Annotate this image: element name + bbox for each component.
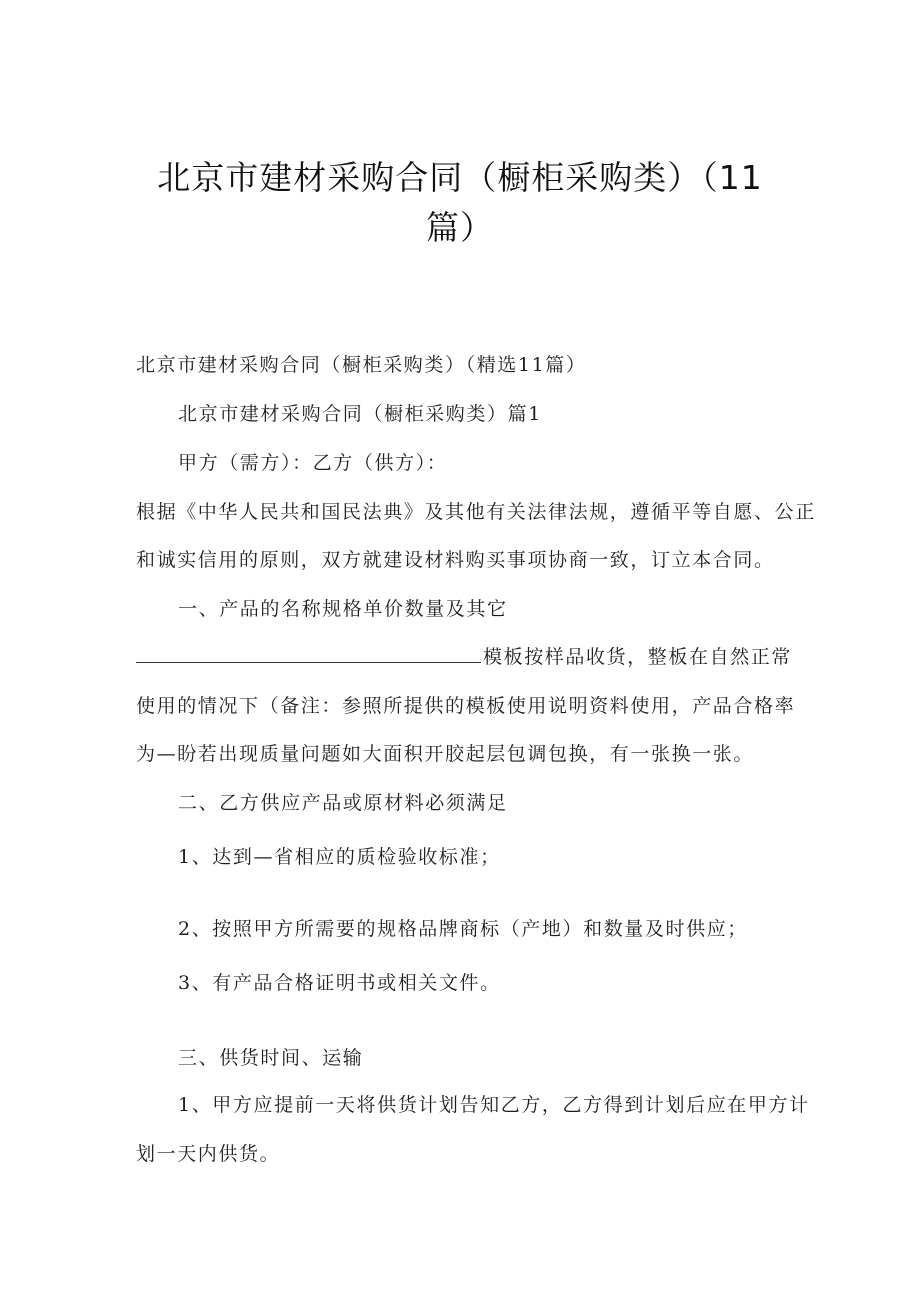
section-1-line-3: 为—盼若出现质量问题如大面积开胶起层包调包换，有一张换一张。	[136, 743, 755, 765]
fill-in-blank	[136, 644, 481, 663]
section-3-item-1-line-2: 划一天内供货。	[136, 1143, 281, 1165]
section-1-line-1	[136, 642, 792, 669]
intro-paragraph-line-2: 和诚实信用的原则，双方就建设材料购买事项协商一致，订立本合同。	[136, 549, 775, 571]
section-2-item-2: 2、按照甲方所需要的规格品牌商标（产地）和数量及时供应；	[178, 918, 748, 940]
section-2-heading: 二、乙方供应产品或原材料必须满足	[178, 792, 508, 814]
parties-line: 甲方（需方）：乙方（供方）：	[178, 452, 448, 474]
section-2-item-3: 3、有产品合格证明书或相关文件。	[178, 972, 501, 994]
intro-paragraph-line-1: 根据《中华人民共和国民法典》及其他有关法律法规，遵循平等自愿、公正	[136, 501, 816, 523]
document-title-line-2: 篇）	[426, 208, 494, 247]
document-subtitle: 北京市建材采购合同（橱柜采购类）（精选11篇）	[136, 354, 587, 376]
section-3-heading: 三、供货时间、运输	[178, 1047, 364, 1069]
section-2-item-1: 1、达到—省相应的质检验收标准；	[178, 846, 501, 868]
article-heading: 北京市建材采购合同（橱柜采购类）篇1	[178, 403, 542, 425]
section-1-line-2: 使用的情况下（备注：参照所提供的模板使用说明资料使用，产品合格率	[136, 695, 796, 717]
document-title-line-1: 北京市建材采购合同（橱柜采购类）（11	[157, 158, 763, 197]
section-1-line-1-text: 模板按样品收货，整板在自然正常	[483, 646, 793, 668]
section-3-item-1-line-1: 1、甲方应提前一天将供货计划告知乙方，乙方得到计划后应在甲方计	[178, 1094, 810, 1116]
section-1-heading: 一、产品的名称规格单价数量及其它	[178, 598, 508, 620]
